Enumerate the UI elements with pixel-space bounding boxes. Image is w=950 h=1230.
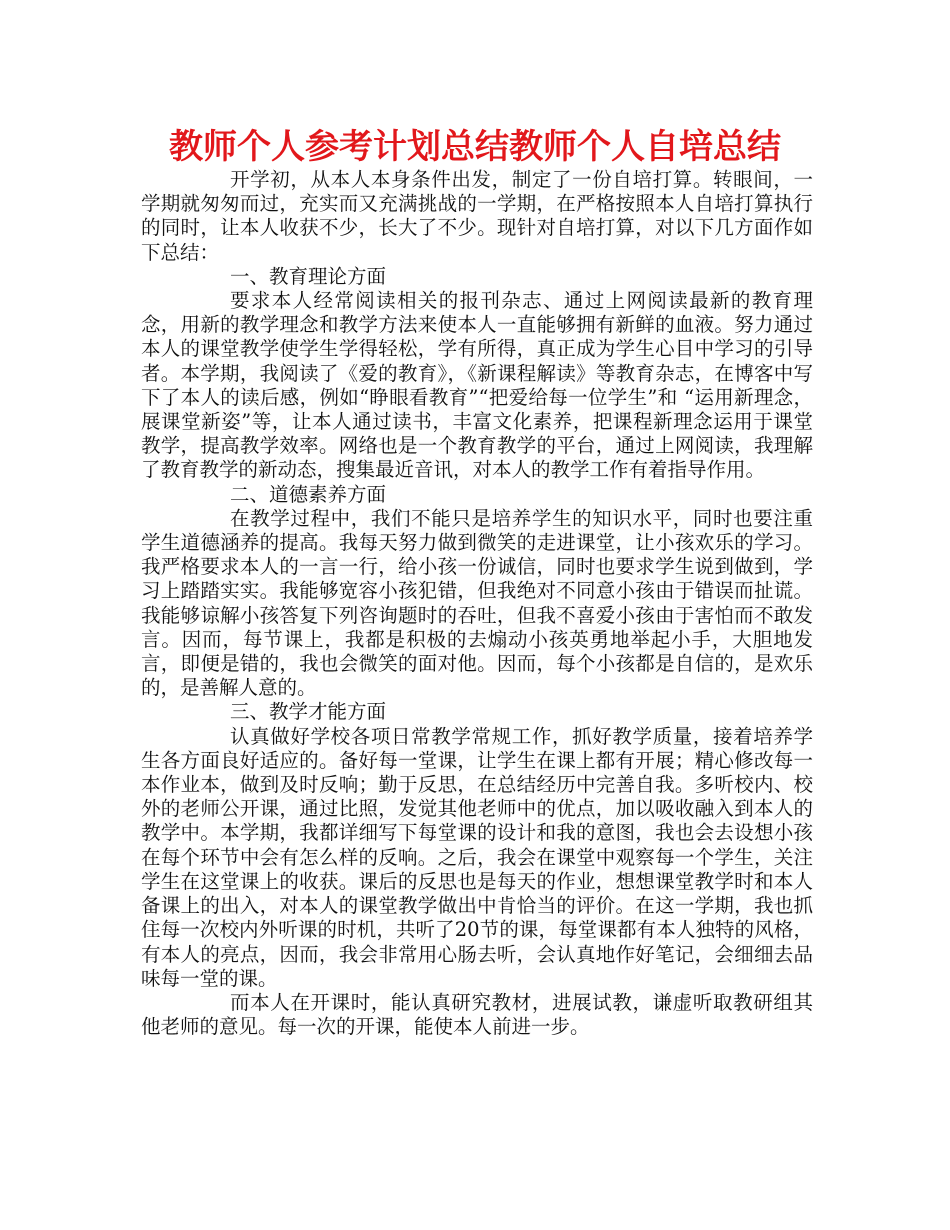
section-heading-theory: 一、教育理论方面 bbox=[230, 264, 387, 288]
intro-paragraph: 开学初，从本人本身条件出发，制定了一份自培打算。转眼间，一学期就匆匆而过，充实而又充满挑战的一学期，在严格按照本人自培打算执行的同时，让本人收获不少，长大了不少。现针对自培打算，对以下几方面作如下总结： bbox=[141, 168, 813, 264]
closing-paragraph: 而本人在开课时，能认真研究教材，进展试教，谦虚听取教研组其他老师的意见。每一次的开课，能使本人前进一步。 bbox=[141, 990, 813, 1039]
section-heading-morality: 二、道德素养方面 bbox=[230, 482, 387, 506]
teaching-paragraph: 认真做好学校各项日常教学常规工作，抓好教学质量，接着培养学生各方面良好适应的。备好每一堂课，让学生在课上都有开展；精心修改每一本作业本，做到及时反响；勤于反思，在总结经历中完善自我。多听校内、校外的老师公开课，通过比照，发觉其他老师中的优点，加以吸收融入到本人的教学中。本学期，我都详细写下每堂课的设计和我的意图，我也会去设想小孩在每个环节中会有怎么样的反响。之后，我会在课堂中观察每一个学生，关注学生在这堂课上的收获。课后的反思也是每天的作业，想想课堂教学时和本人备课上的出入，对本人的课堂教学做出中肯恰当的评价。在这一学期，我也抓住每一次校内外听课的时机，共听了20节的课，每堂课都有本人独特的风格，有本人的亮点，因而，我会非常用心肠去听，会认真地作好笔记，会细细去品味每一堂的课。 bbox=[141, 724, 813, 990]
document-title: 教师个人参考计划总结教师个人自培总结 bbox=[169, 127, 781, 167]
theory-paragraph: 要求本人经常阅读相关的报刊杂志、通过上网阅读最新的教育理念，用新的教学理念和教学方法来使本人一直能够拥有新鲜的血液。努力通过本人的课堂教学使学生学得轻松，学有所得，真正成为学生心目中学习的引导者。本学期，我阅读了《爱的教育》，《新课程解读》等教育杂志，在博客中写下了本人的读后感，例如“睁眼看教育”“把爱给每一位学生”和 “运用新理念，展课堂新姿”等，让本人通过读书，丰富文化素养，把课程新理念运用于课堂教学，提高教学效率。网络也是一个教育教学的平台，通过上网阅读，我理解了教育教学的新动态，搜集最近音讯，对本人的教学工作有着指导作用。 bbox=[141, 289, 813, 482]
section-heading-teaching: 三、教学才能方面 bbox=[230, 700, 387, 724]
document-body bbox=[141, 168, 813, 1039]
morality-paragraph: 在教学过程中，我们不能只是培养学生的知识水平，同时也要注重学生道德涵养的提高。我每天努力做到微笑的走进课堂，让小孩欢乐的学习。我严格要求本人的一言一行，给小孩一份诚信，同时也要求学生说到做到，学习上踏踏实实。我能够宽容小孩犯错，但我绝对不同意小孩由于错误而扯谎。我能够谅解小孩答复下列咨询题时的吞吐，但我不喜爱小孩由于害怕而不敢发言。因而，每节课上，我都是积极的去煽动小孩英勇地举起小手，大胆地发言，即便是错的，我也会微笑的面对他。因而，每个小孩都是自信的，是欢乐的，是善解人意的。 bbox=[141, 506, 813, 700]
